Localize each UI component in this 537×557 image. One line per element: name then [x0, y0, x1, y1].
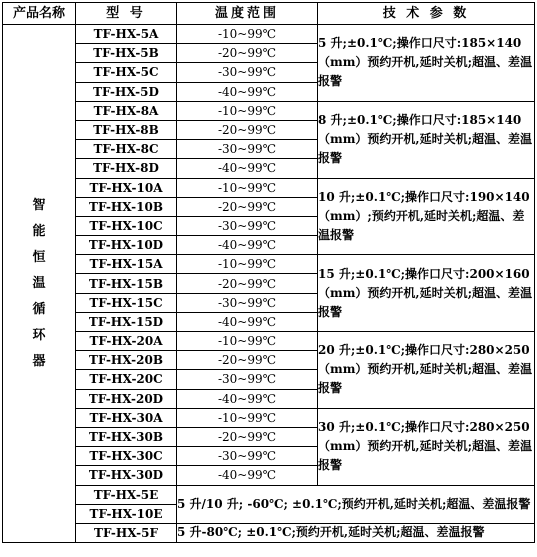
- table-row: [3, 523, 535, 542]
- model-cell: TF-HX-30C: [76, 447, 177, 466]
- model-cell: TF-HX-10D: [76, 236, 177, 255]
- temp-cell: -20~99℃: [177, 44, 318, 63]
- model-cell: TF-HX-8A: [76, 101, 177, 120]
- tech-cell: 5 升;±0.1℃;操作口尺寸:185×140（mm）预约开机,延时关机;超温、差温报警: [318, 25, 535, 102]
- model-cell: TF-HX-5D: [76, 82, 177, 101]
- table-row: [3, 178, 535, 197]
- model-cell: TF-HX-30B: [76, 427, 177, 446]
- tech-cell: 30 升;±0.1℃;操作口尺寸:280×250（mm）预约开机,延时关机;超温、差温报警: [318, 408, 535, 485]
- table-row: [3, 332, 535, 351]
- model-cell: TF-HX-20A: [76, 332, 177, 351]
- model-cell: TF-HX-5B: [76, 44, 177, 63]
- temp-cell: -20~99℃: [177, 427, 318, 446]
- temp-cell: -10~99℃: [177, 101, 318, 120]
- tech-cell: 15 升;±0.1℃;操作口尺寸:200×160（mm）预约开机,延时关机;超温、差温报警: [318, 255, 535, 332]
- model-cell: TF-HX-10C: [76, 216, 177, 235]
- temp-cell: -10~99℃: [177, 178, 318, 197]
- tech-cell-wide: 5 升/10 升; -60℃; ±0.1℃;预约开机,延时关机;超温、差温报警: [177, 485, 535, 523]
- temp-cell: -10~99℃: [177, 332, 318, 351]
- header-row: [3, 3, 535, 25]
- temp-cell: -30~99℃: [177, 140, 318, 159]
- table-row: [3, 255, 535, 274]
- header-model: 型 号: [76, 3, 177, 25]
- model-cell: TF-HX-5C: [76, 63, 177, 82]
- temp-cell: -10~99℃: [177, 25, 318, 44]
- temp-cell: -30~99℃: [177, 63, 318, 82]
- model-cell: TF-HX-8D: [76, 159, 177, 178]
- tech-cell-wide: 5 升-80℃; ±0.1℃;预约开机,延时关机;超温、差温报警: [177, 523, 535, 542]
- model-cell: TF-HX-5E: [76, 485, 177, 504]
- model-cell: TF-HX-15C: [76, 293, 177, 312]
- model-cell: TF-HX-10A: [76, 178, 177, 197]
- model-cell: TF-HX-15A: [76, 255, 177, 274]
- model-cell: TF-HX-30D: [76, 466, 177, 485]
- table-row: [3, 485, 535, 504]
- header-tech-params: 技 术 参 数: [318, 3, 535, 25]
- model-cell: TF-HX-15D: [76, 312, 177, 331]
- model-cell: TF-HX-20C: [76, 370, 177, 389]
- tech-cell: 8 升;±0.1℃;操作口尺寸:185×140（mm）预约开机,延时关机;超温、差温报警: [318, 101, 535, 178]
- model-cell: TF-HX-10B: [76, 197, 177, 216]
- tech-cell: 20 升;±0.1℃;操作口尺寸:280×250（mm）预约开机,延时关机;超温、差温报警: [318, 332, 535, 409]
- table-row: [3, 25, 535, 44]
- temp-cell: -10~99℃: [177, 255, 318, 274]
- temp-cell: -20~99℃: [177, 120, 318, 139]
- model-cell: TF-HX-8B: [76, 120, 177, 139]
- header-product-name: 产品名称: [3, 3, 76, 25]
- category-cell: 智 能 恒 温 循 环 器: [3, 25, 76, 543]
- temp-cell: -30~99℃: [177, 370, 318, 389]
- model-cell: TF-HX-15B: [76, 274, 177, 293]
- model-cell: TF-HX-8C: [76, 140, 177, 159]
- temp-cell: -20~99℃: [177, 351, 318, 370]
- model-cell: TF-HX-20D: [76, 389, 177, 408]
- table-row: [3, 408, 535, 427]
- temp-cell: -30~99℃: [177, 447, 318, 466]
- model-cell: TF-HX-10E: [76, 504, 177, 523]
- temp-cell: -20~99℃: [177, 274, 318, 293]
- model-cell: TF-HX-20B: [76, 351, 177, 370]
- temp-cell: -40~99℃: [177, 389, 318, 408]
- model-cell: TF-HX-5F: [76, 523, 177, 542]
- temp-cell: -10~99℃: [177, 408, 318, 427]
- temp-cell: -30~99℃: [177, 293, 318, 312]
- model-cell: TF-HX-30A: [76, 408, 177, 427]
- model-cell: TF-HX-5A: [76, 25, 177, 44]
- temp-cell: -40~99℃: [177, 312, 318, 331]
- table-row: [3, 101, 535, 120]
- tech-cell: 10 升;±0.1℃;操作口尺寸:190×140（mm）;预约开机,延时关机;超温、差温报警: [318, 178, 535, 255]
- temp-cell: -40~99℃: [177, 82, 318, 101]
- temp-cell: -20~99℃: [177, 197, 318, 216]
- header-temp-range: 温度范围: [177, 3, 318, 25]
- temp-cell: -40~99℃: [177, 236, 318, 255]
- product-spec-table: [2, 2, 535, 543]
- temp-cell: -40~99℃: [177, 466, 318, 485]
- temp-cell: -30~99℃: [177, 216, 318, 235]
- temp-cell: -40~99℃: [177, 159, 318, 178]
